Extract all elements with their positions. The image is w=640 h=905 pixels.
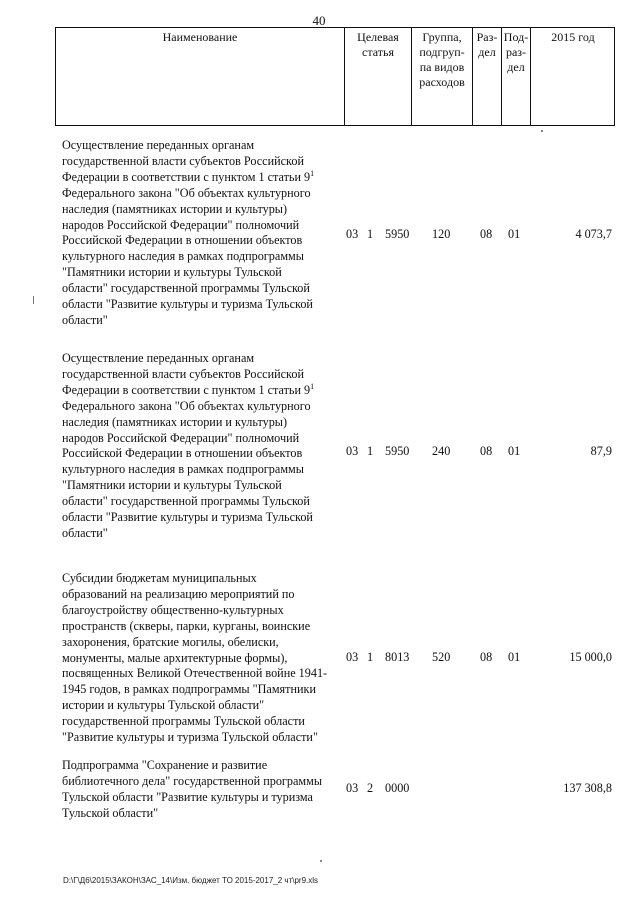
name-line: государственной власти субъектов Российской — [62, 366, 304, 381]
row-name — [62, 571, 354, 746]
subsection: 01 — [508, 227, 521, 241]
name-line: области" государственной программы Тульской — [62, 494, 310, 509]
name-line: Федерации в соответствии с пунктом 1 статьи $9^1$ — [62, 381, 315, 397]
name-line: истории и культуры Тульской области" — [62, 698, 265, 713]
name-line: Федерального закона "Об объектах культурного — [62, 185, 311, 200]
target-article-part3: 0000 — [385, 781, 410, 795]
row-name — [62, 758, 354, 822]
superscript: 1 — [310, 168, 315, 178]
name-line: государственной программы Тульской области — [62, 714, 305, 729]
header-group-line: расходов — [419, 75, 465, 89]
header-subsection-line: дел — [507, 60, 525, 74]
target-article-part1: 03 — [346, 781, 359, 795]
name-line: Подпрограмма "Сохранение и развитие — [62, 758, 268, 772]
name-line: области" — [62, 525, 108, 540]
name-line: образований на реализацию мероприятий по — [62, 586, 295, 601]
name-line: Федерального закона "Об объектах культурного — [62, 398, 311, 413]
scan-speck — [541, 130, 543, 132]
name-line: монументы, малые архитектурные формы), — [62, 650, 288, 665]
name-line: наследия (памятниках истории и культуры) — [62, 201, 288, 216]
header-section-line: Раз- — [476, 30, 498, 44]
name-line: Осуществление переданных органам — [62, 351, 255, 365]
section: 08 — [480, 650, 493, 664]
expense-group: 240 — [432, 444, 451, 458]
name-line: государственной власти субъектов Российской — [62, 153, 304, 168]
target-article-part1: 03 — [346, 444, 359, 458]
scan-speck — [320, 860, 322, 862]
name-line: Субсидии бюджетам муниципальных — [62, 571, 257, 585]
name-line: области "Развитие культуры и туризма Тульской — [62, 297, 313, 312]
name-line: области "Развитие культуры и туризма Тульской — [62, 510, 313, 525]
header-group-line: подгруп- — [419, 45, 465, 59]
name-line: посвященных Великой Отечественной войне 1941- — [62, 666, 328, 681]
name-line: Федерации в соответствии с пунктом 1 статьи $9^1$ — [62, 168, 315, 184]
header-subsection — [502, 28, 531, 125]
name-line: Российской Федерации в отношении объектов — [62, 446, 303, 461]
name-line: области" — [62, 312, 108, 327]
section: 08 — [480, 444, 493, 458]
name-line: культурного наследия в рамках подпрограммы — [62, 249, 304, 264]
target-article-part3: 5950 — [385, 227, 410, 241]
header-subsection-line: раз- — [505, 45, 527, 59]
name-line: "Памятники истории и культуры Тульской — [62, 265, 282, 280]
target-article-part3: 8013 — [385, 650, 410, 664]
superscript: 1 — [310, 381, 315, 391]
name-line: народов Российской Федерации" полномочий — [62, 217, 300, 232]
header-section-line: дел — [478, 45, 496, 59]
header-target-article — [345, 28, 412, 125]
target-article-part2: 1 — [367, 650, 374, 664]
name-line: наследия (памятниках истории и культуры) — [62, 414, 288, 429]
target-article-part3: 5950 — [385, 444, 410, 458]
expense-group: 120 — [432, 227, 451, 241]
file-path-footer: D:\Г\Д6\2015\ЗАКОН\ЗАС_14\Изм. бюджет ТО 2015-2017_2 чт\pr9.xls — [63, 876, 319, 885]
header-section — [473, 28, 502, 125]
target-article-part2: 1 — [367, 444, 374, 458]
name-line: Тульской области "Развитие культуры и туризма — [62, 789, 313, 804]
name-line: народов Российской Федерации" полномочий — [62, 430, 300, 445]
subsection: 01 — [508, 650, 521, 664]
name-line: захоронения, братские могилы, обелиски, — [62, 634, 279, 649]
target-article-part2: 1 — [367, 227, 374, 241]
name-line: "Памятники истории и культуры Тульской — [62, 478, 282, 493]
row-name — [62, 138, 354, 329]
header-group-line: па видов — [419, 60, 465, 74]
expense-group: 520 — [432, 650, 451, 664]
name-line: культурного наследия в рамках подпрограммы — [62, 462, 304, 477]
header-target-line2: статья — [362, 45, 394, 59]
name-line: пространств (скверы, парки, курганы, воинские — [62, 618, 311, 633]
target-article-part1: 03 — [346, 227, 359, 241]
amount: 87,9 — [590, 444, 612, 458]
name-line: области" государственной программы Тульской — [62, 281, 310, 296]
name-line: библиотечного дела" государственной программы — [62, 773, 323, 788]
header-name: Наименование — [56, 28, 345, 125]
page-number: 40 — [312, 13, 326, 28]
name-line: Российской Федерации в отношении объектов — [62, 233, 303, 248]
subsection: 01 — [508, 444, 521, 458]
header-target-line1: Целевая — [357, 30, 399, 44]
name-line: 1945 годов, в рамках подпрограммы "Памятники — [62, 682, 316, 697]
header-year: 2015 год — [551, 30, 595, 44]
margin-mark — [33, 296, 34, 304]
name-line: Осуществление переданных органам — [62, 138, 255, 152]
row-name — [62, 351, 354, 542]
target-article-part2: 2 — [367, 781, 374, 795]
amount: 137 308,8 — [563, 781, 612, 795]
amount: 15 000,0 — [569, 650, 612, 664]
name-line: "Развитие культуры и туризма Тульской области" — [62, 730, 318, 745]
name-line: благоустройству общественно-культурных — [62, 602, 284, 617]
amount: 4 073,7 — [575, 227, 612, 241]
header-group-line: Группа, — [422, 30, 462, 44]
target-article-part1: 03 — [346, 650, 359, 664]
table-header — [55, 27, 615, 126]
header-subsection-line: Под- — [503, 30, 529, 44]
section: 08 — [480, 227, 493, 241]
name-line: Тульской области" — [62, 805, 159, 820]
header-expense-group — [412, 28, 473, 125]
